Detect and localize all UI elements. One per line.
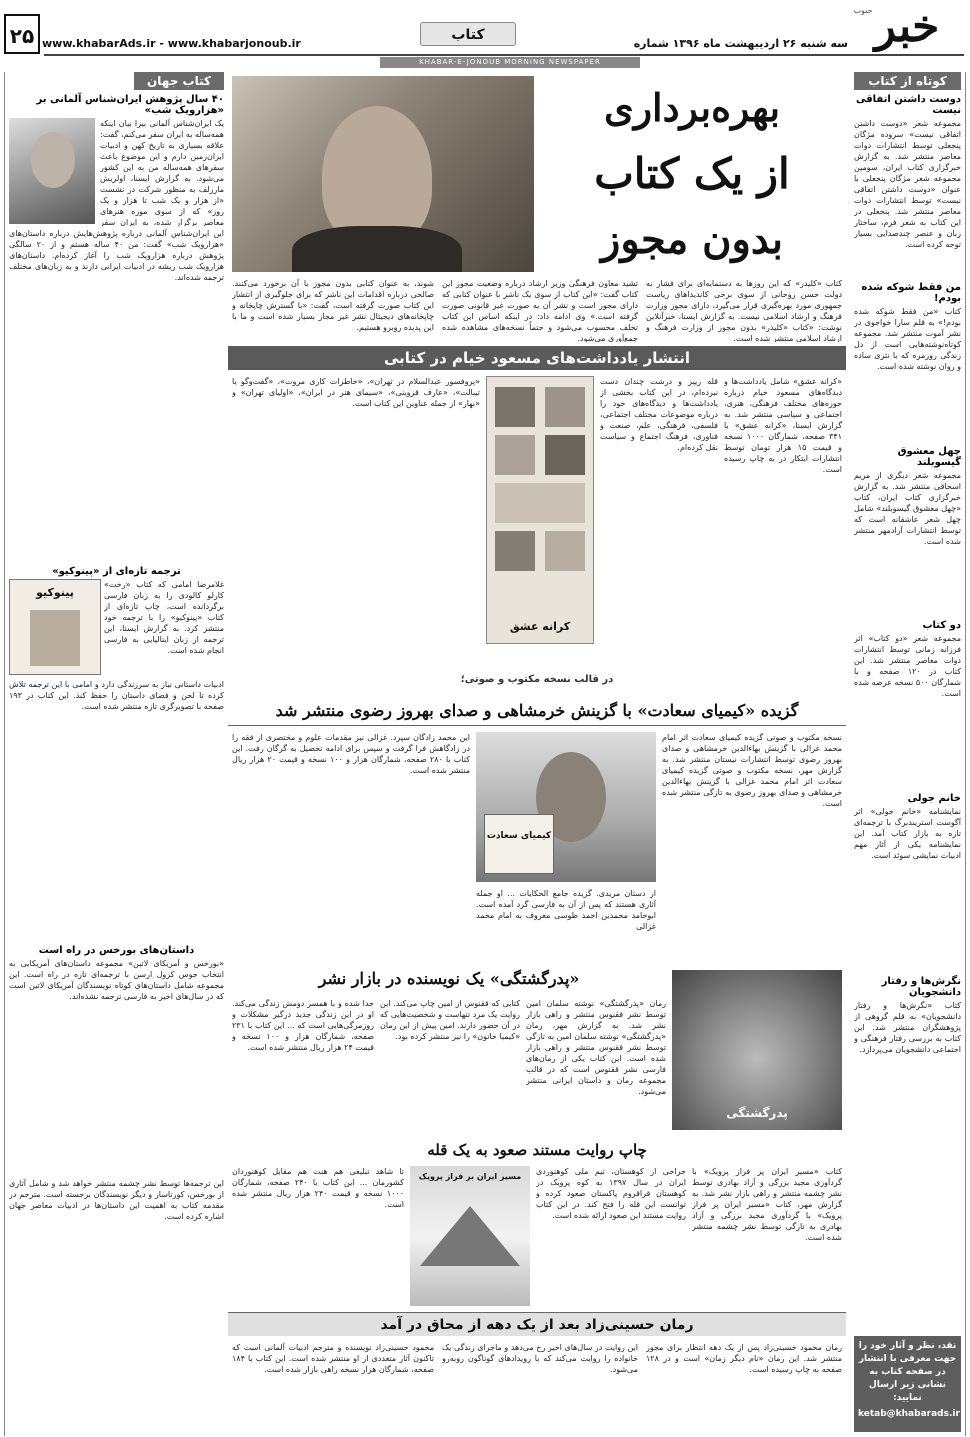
top-photo [232,76,534,272]
top-body-1: کتاب «کلیدر» که این روزها به دستمایه‌ای برای فشار به دولت حسن روحانی از سوی برخی کاندیداهای ریاست جمهوری مورد بهره‌گیری قرار می‌گیرد، دارای مجوز وزارت فرهنگ و ارشاد اسلامی نیست. به گزارش ایسنا، خبرآنلاین نوشت: «کتاب «کلیدر» بدون مجوز از وزارت فرهنگ و ارشاد اسلامی منتشر شده است. [646,279,842,342]
kimiya-body-1: نسخه مکتوب و صوتی گزیده کیمیای سعادت اثر امام محمد غزالی با گزینش بهاءالدین خرمشاهی و صدای بهروز رضوی توسط انتشارات نیستان منتشر شد. به گزارش مهر، نسخه مکتوب و صوتی گزیده کیمیای سعادت اثر امام محمد غزالی با گزینش بهاءالدین خرمشاهی و صدای بهروز رضوی به تازگی منتشر شده است. [662,733,842,808]
pinocchio-cover-title: پینوکیو [36,586,74,599]
short-item-heading: من فقط شوکه شده بودم! [861,282,961,304]
khayyam-title: انتشار یادداشت‌های مسعود خیام در کتابی [228,346,846,370]
world-body-5: «بورخس و آمریکای لاتین» مجموعه داستان‌های آمریکایی به انتخاب جوس کرول ارسن با ترجمه‌ای تازه در راه است. این مجموعه شامل داستان‌های کوتاه نویسندگان آمریکای لاتین است که در سال‌های اخیر به فارسی ترجمه نشده‌اند. [9,959,224,1001]
top-body-3: شوند، به عنوان کتابی بدون مجوز با آن برخورد می‌کنند. صالحی درباره اقدامات این ناشر که برای جلوگیری از انتشار این کتاب صورت گرفته است، گفت: «با گسترش چاپخانه و چاپخانه‌های دیجیتال نشر غیر مجاز بسیار شده است و ما با این پدیده روبرو هستیم. [232,279,434,332]
masthead-en: KHABAR-E-JONOUB MORNING NEWSPAPER [380,57,640,68]
hosseinizad-body-3: محمود حسینی‌زاد نویسنده و مترجم ادبیات آلمانی است که تاکنون آثار متعددی از او منتشر شده است. این کتاب با ۱۸۴ صفحه، شمارگان هزار نسخه راهی بازار شده است. [232,1343,434,1374]
top-headline-2: از یک کتاب [594,149,790,198]
world-body-1: یک ایران‌شناس آلمانی بیرا بیان اینکه همه‌ساله به ایران سفر می‌کنم، گفت: علاقه بسیاری به تاریخ کهن و ادبیات ایران‌زمین دارم و این موضوع باعث سفرهای همه‌ساله من به این کشور می‌شود. به گزارش ایسنا، اولریش مارزلف به منظور شرکت در نشست «از هزار و یک شب تا هزار و یک روز» که از سوی موزه هنرهای معاصر برگزار شده، به ایران سفر [100,119,224,226]
hosseinizad-title: رمان حسینی‌زاد بعد از یک دهه از محاق در آمد [228,1312,846,1336]
everest-story [228,1138,846,1308]
hosseinizad-body-2: این روایت در سال‌های اخیر رخ می‌دهد و ماجرای زندگی یک خانواده را روایت می‌کند که با رویدادهای گوناگون روبه‌رو می‌شود. [442,1343,638,1374]
top-headline-3: بدون مجوز [601,216,783,263]
pinocchio-subtitle: ترجمه تازه‌ای از «پینوکیو» [52,566,181,577]
khayyam-body-2: قله رییز و درشت چندان دست نبرده‌ام، در این کتاب بخشی از یادداشت‌ها و دیدگاه‌های خود را درباره موضوعات مختلف اجتماعی، فلسفی، فرهنگی، علم، صنعت و فناوری، فرهنگ اجتماع و سیاست نقل کرده‌ام. [600,377,718,452]
pedar-body-2: کتابی که ققنوس از امین چاپ می‌کند. این روایت یک مرد تنهاست و شخصیت‌هایی که در آن حضور دارند. امین پیش از این رمان «کیمیا خاتون» را نیز منتشر کرده بود. [380,999,520,1041]
hosseinizad-body-1: رمان محمود حسینی‌زاد پس از یک دهه انتظار برای مجوز منتشر شد. این رمان «نام دیگر زمان» است و در ۱۲۸ صفحه به چاپ رسیده است. [646,1343,842,1374]
khayyam-story [228,346,846,692]
short-item-heading: چهل معشوق گیسوبلند [897,446,961,468]
khayyam-body-3: «پروفسور عبدالسلام در تهران»، «خاطرات کاری مروت»، «گفت‌وگو با تیبالت»، «عارف قزوینی»، «سیمای هنر در ایران»، «اولیای تهران» و «بهار» از جمله عناوین این کتاب است. [232,377,480,408]
marzolph-photo [9,118,95,224]
top-body-2: تشید معاون فرهنگی وزیر ارشاد درباره وضعیت مجوز این کتاب گفت: «این کتاب از سوی یک ناشر با عنوان کتابی که دارای مجوز است و نشر آن به صورت غیر قانونی صورت گرفته است.» وی ادامه داد: در اینکه اساس این کتاب تخلف محسوب می‌شود و حتماً نسخه‌های مشاهده شده جمع‌آوری می‌شود. [442,279,638,342]
contact-text: نقد، نظر و آثار خود را جهت معرفی با انتشار در صفحه کتاب به نشانی زیر ارسال نمایید: [858,1341,957,1403]
contact-email[interactable]: ketab@khabarads.ir [858,1409,960,1419]
everest-body-3: تا شاهد تبلیغی هم هنت هم مقابل کوهنوردان کشورمان ... این کتاب با ۲۴۰ صفحه، شمارگان ۱۰۰۰ نسخه و قیمت ۲۴۰ هزار ریال منتشر شده است. [232,1167,404,1209]
kimiya-book-caption: کیمیای سعادت [484,814,554,874]
everest-body-1: کتاب «مسیر ایران پر فراز پرویک» با گردآوری مجید بزرگی و آزاد بهادری توسط نشر چشمه منتشر و راهی بازار نشر شد. به گزارش مهر، کتاب «مسیر ایران پر فراز پرویک» با گردآوری مجید بزرگی و آزاد بهادری به تازگی توسط نشر چشمه منتشر شده است. [692,1167,842,1242]
kimiya-body-2: از دستان مریدی. گزیده جامع الحکایات ... او جمله آثاری هستند که پس از آن به فارسی گرد آمده است. ابوحامد محمدبن احمد طوسی معروف به امام محمد غزالی [476,889,656,931]
short-item-heading: خانم جولی [907,793,961,804]
world-book-column [4,72,228,1436]
short-book-column [850,72,966,1436]
everest-title: چاپ روایت مستند صعود به یک قله [427,1141,647,1159]
kimiya-photo [476,732,656,882]
pedar-story [228,966,846,1134]
kimiya-title: گزیده «کیمیای سعادت» با گزینش خرمشاهی و صدای بهروز رضوی منتشر شد [228,696,846,726]
pedar-title: «پدرگشتگی» یک نویسنده در بازار نشر [318,969,580,988]
short-item-body: نمایشنامه «خانم جولی» اثر آگوست استریندبرگ با ترجمه‌ای تازه به بازار کتاب آمد. این نمایشنامه یکی از آثار مهم ادبیات نمایشی سوئد است. [854,807,961,860]
short-item-heading: دو کتاب [922,620,961,631]
world-book-title: کتاب جهان [134,72,224,90]
short-item-body: مجموعه شعر دیگری از مریم اسحاقی منتشر شد. به گزارش خبرگزاری کتاب ایران، کتاب «چهل معشوق گیسوبلند» شامل چهل شعر عاشقانه است که توسط انتشارات آرادمهر منتشر شده است. [854,471,961,546]
top-headline-1: بهره‌برداری [603,85,781,130]
short-item-heading: نگرش‌ها و رفتار دانشجویان [881,976,961,998]
everest-body-2: جراحی از کوهستان، تیم ملی کوهنوردی ایران در سال ۱۳۹۷ به کوه پرویک در کوهستان قراقروم پاکستان صعود کرده و توانست این قله را فتح کند. در این کتاب روایت مستند این صعود ارائه شده است. [536,1167,686,1220]
website: www.khabarAds.ir - www.khabarjonoub.ir [42,37,301,50]
short-book-title: کوتاه از کتاب [854,72,961,90]
pedar-photo [672,970,842,1130]
page-number: ۲۵ [4,14,40,54]
khayyam-book-caption: کرانه عشق [509,620,571,633]
logo: خبر [874,2,940,52]
short-item-body: مجموعه شعر «دو کتاب» اثر فرزانه زمانی توسط انتشارات دوات معاصر منتشر شد. این کتاب در ۱۲۰ صفحه و با شمارگان ۵۰۰ نسخه عرضه شده است. [854,634,961,698]
everest-book-caption: مسیر ایران بر فراز پرویک [418,1172,522,1181]
contact-box [854,1336,961,1432]
khayyam-book-cover [486,376,594,644]
short-item-body: کتاب «نگرش‌ها و رفتار دانشجویان» به قلم گروهی از پژوهشگران منتشر شد. این کتاب به بررسی رفتار فرهنگی و اجتماعی دانشجویان می‌پردازد. [854,1001,961,1054]
kimiya-body-3: این محمد زادگان سپرد. غزالی نیز مقدمات علوم و مختصری از فقه را در زادگاهش فرا گرفت و سپس برای ادامه تحصیل به گرگان رفت. این کتاب با ۲۸۰ صفحه، شمارگان هزار و ۱۰۰ نسخه و قیمت ۲۰ هزار ریال منتشر شده است. [232,733,470,775]
date-line: سه شنبه ۲۶ اردیبهشت ماه ۱۳۹۶ شماره [633,37,848,50]
header [0,0,970,70]
logo-sub: جنوب [853,6,873,15]
section-title: کتاب [420,22,516,46]
world-body-6: این ترجمه‌ها توسط نشر چشمه منتشر خواهد شد و شامل آثاری از بورخس، کورتاسار و دیگر نویسندگان برجسته است. مترجم در مقدمه کتاب به اهمیت این داستان‌ها در ادبیات معاصر جهان اشاره کرده است. [9,1179,224,1221]
everest-photo [410,1166,530,1306]
top-story [228,72,846,342]
world-book-subtitle: ۴۰ سال پژوهش ایران‌شناس آلمانی بر «هزارویک شب» [36,94,224,116]
world-body-3: غلامرضا امامی که کتاب «رخت» کارلو کالودی را به زبان فارسی برگردانده است، چاپ تازه‌ای از کتاب «پینوکیو» را با ترجمه خود منتشر کرد. به گزارش ایسنا، این ترجمه از زبان ایتالیایی به فارسی انجام شده است. [104,580,224,655]
pedar-body-1: رمان «پدرگشتگی» نوشته سلمان امین توسط نشر ققنوس منتشر و راهی بازار نشر شد. به گزارش مهر، رمان «پدرگشتگی» نوشته سلمان امین به تازگی توسط نشر ققنوس منتشر و راهی بازار شده است. این کتاب یکی از رمان‌های فارسی نشر ققنوس است که در قالب مجموعه رمان و داستان ایرانی منتشر می‌شود. [526,999,666,1096]
pinocchio-cover [9,579,101,675]
pedar-body-3: جدا شده و با همسر دومش زندگی می‌کند. او در این زندگی جدید درگیر مشکلات و روزمرگی‌هایی است که ... این کتاب با ۲۳۱ صفحه، شمارگان هزار و ۱۰۰ نسخه و قیمت ۲۴ هزار ریال منتشر شده است. [232,999,374,1052]
short-item-body: کتاب «من فقط شوکه شده بودم!» به قلم سارا خواجوی در نشر آموت منتشر شد. مجموعه کوتاه‌نوشته‌هایی است از دل زندگی روزمره که با نثری ساده و روان نوشته شده است. [854,307,961,371]
pedar-photo-caption: پدرگشتگی [726,1106,788,1120]
khayyam-body-1: «کرانه عشق» شامل یادداشت‌ها و دیدگاه‌های مسعود خیام درباره حوزه‌های مختلف فرهنگی، هنری، اجتماعی و سیاسی منتشر شد. به گزارش ایسنا، «کرانه عشق» با ۳۴۱ صفحه، شمارگان ۱۰۰۰ نسخه و قیمت ۱۵ هزار تومان توسط انتشارات ایتکار در به چاپ رسیده است. [724,377,842,474]
borges-subtitle: داستان‌های بورخس در راه است [38,945,195,956]
world-body-4: ادبیات داستانی نیاز به سرزندگی دارد و امامی با این ترجمه تلاش کرده تا لحن و فضای داستان را حفظ کند. این کتاب در ۱۹۳ صفحه با تصویرگری تازه منتشر شده است. [9,680,224,711]
world-body-2: این ایران‌شناس آلمانی درباره پژوهش‌هایش درباره داستان‌های «هزارویک شب» گفت: من ۴۰ ساله هستم و از ۲۰ سالگی پژوهش درباره هزارویک شب را آغاز کرده‌ام. داستان‌های هزارویک شب ریشه در ادبیات ایرانی دارند و به زبان‌های مختلف ترجمه شده‌اند. [9,229,224,282]
kimiya-story [228,696,846,962]
short-item: دوست داشتن اتفاقی نیست مجموعه شعر «دوست داشتن اتفاقی نیست» سروده مژگان پنجعلی توسط انتشارات دوات معاصر منتشر شد. به گزارش خبرگزاری کتاب ایران، سومین مجموعه شعر مژگان پنجعلی با عنوان «دوست داشتن اتفاقی نیست» توسط انتشارات دوات معاصر منتشر شد. پنجعلی در این کتاب به شعر فرم، ساختار زبان و عنصر چندصدایی بسیار توجه کرده است. [854,94,961,249]
khayyam-footer: در قالب نسخه مکتوب و صوتی؛ [460,674,614,685]
hosseinizad-story [228,1312,846,1436]
